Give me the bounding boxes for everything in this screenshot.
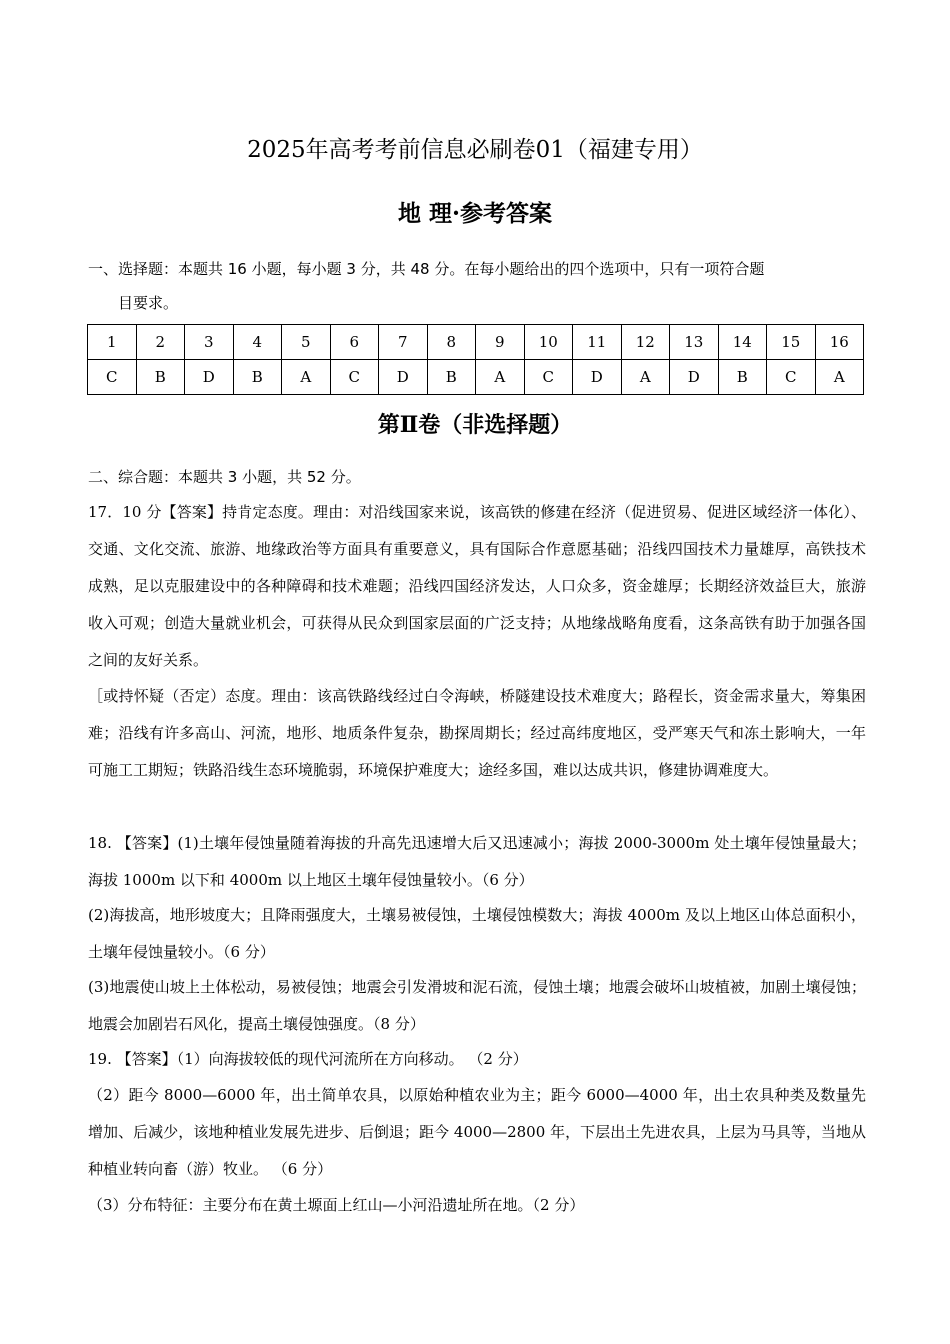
answer-cell: A: [815, 360, 864, 395]
section1-line1: 一、选择题：本题共 16 小题，每小题 3 分，共 48 分。在每小题给出的四个选项中，只有一项符合题: [88, 260, 765, 278]
answer-cell: A: [621, 360, 670, 395]
question-number: 5: [282, 325, 331, 360]
section1-line2: 目要求。: [118, 294, 179, 312]
question-number: 1: [88, 325, 137, 360]
answer-18-part2: (2)海拔高，地形坡度大；且降雨强度大，土壤易被侵蚀，土壤侵蚀模数大；海拔 4000m 及以上地区山体总面积小，土壤年侵蚀量较小。（6 分）: [88, 906, 866, 961]
answer-17-alternative: ［或持怀疑（否定）态度。理由：该高铁路线经过白令海峡，桥隧建设技术难度大；路程长，资金需求量大，筹集困难；沿线有许多高山、河流，地形、地质条件复杂，勘探周期长；经过高纬度地区，受严寒天气和冻土影响大，一年可施工工期短；铁路沿线生态环境脆弱，环境保护难度大；途经多国，难以达成共识，修建协调难度大。: [88, 687, 866, 779]
question-number: 13: [670, 325, 719, 360]
section1-heading: [88, 252, 868, 320]
answer-cell: B: [233, 360, 282, 395]
answer-cell: C: [767, 360, 816, 395]
answer-19-part2: （2）距今 8000—6000 年，出土简单农具，以原始种植农业为主；距今 6000—4000 年，出土农具种类及数量先增加、后减少，该地种植业发展先进步、后倒退；距今 4000—2800 年，下层出土先进农具，上层为马具等，当地从种植业转向畜（游）牧业。 （6 分）: [88, 1086, 866, 1178]
answer-18-part1: 18. 【答案】(1)土壤年侵蚀量随着海拔的升高先迅速增大后又迅速减小；海拔 2000-3000m 处土壤年侵蚀量最大；海拔 1000m 以下和 4000m 以上地区土壤年侵蚀量较小。（6 分）: [88, 834, 866, 889]
answer-cell: D: [573, 360, 622, 395]
section2-heading: 二、综合题：本题共 3 小题，共 52 分。: [88, 468, 361, 486]
answer-cell: C: [330, 360, 379, 395]
question-number: 16: [815, 325, 864, 360]
answer-cell: D: [670, 360, 719, 395]
answer-19-part3: （3）分布特征：主要分布在黄土塬面上红山—小河沿遗址所在地。（2 分）: [88, 1196, 585, 1214]
answer-cell: D: [379, 360, 428, 395]
question-number: 14: [718, 325, 767, 360]
exam-subtitle: 地 理·参考答案: [397, 200, 552, 227]
question-number: 10: [524, 325, 573, 360]
question-number: 8: [427, 325, 476, 360]
answer-cell: B: [427, 360, 476, 395]
answer-18-part3: (3)地震使山坡上土体松动，易被侵蚀；地震会引发滑坡和泥石流，侵蚀土壤；地震会破坏山坡植被，加剧土壤侵蚀；地震会加剧岩石风化，提高土壤侵蚀强度。（8 分）: [88, 978, 866, 1033]
answer-cell: B: [136, 360, 185, 395]
question-number: 2: [136, 325, 185, 360]
answer-table-number-row: [88, 325, 864, 360]
question-number: 12: [621, 325, 670, 360]
question-number: 7: [379, 325, 428, 360]
answer-cell: C: [524, 360, 573, 395]
answer-cell: A: [282, 360, 331, 395]
answer-cell: D: [185, 360, 234, 395]
question-number: 6: [330, 325, 379, 360]
answer-cell: B: [718, 360, 767, 395]
exam-title: 2025年高考考前信息必刷卷01（福建专用）: [247, 137, 703, 163]
question-number: 4: [233, 325, 282, 360]
question-number: 11: [573, 325, 622, 360]
question-number: 3: [185, 325, 234, 360]
question-number: 15: [767, 325, 816, 360]
answer-cell: A: [476, 360, 525, 395]
question-number: 9: [476, 325, 525, 360]
answer-19-part1: 19. 【答案】（1）向海拔较低的现代河流所在方向移动。 （2 分）: [88, 1050, 528, 1068]
part2-title: 第Ⅱ卷（非选择题）: [377, 412, 573, 438]
answer-cell: C: [88, 360, 137, 395]
answer-table: [87, 324, 864, 395]
answer-table-answer-row: [88, 360, 864, 395]
answer-17: 17．10 分【答案】持肯定态度。理由：对沿线国家来说，该高铁的修建在经济（促进贸易、促进区域经济一体化）、交通、文化交流、旅游、地缘政治等方面具有重要意义，具有国际合作意愿基础；沿线四国技术力量雄厚，高铁技术成熟，足以克服建设中的各种障碍和技术难题；沿线四国经济发达，人口众多，资金雄厚；长期经济效益巨大，旅游收入可观；创造大量就业机会，可获得从民众到国家层面的广泛支持；从地缘战略角度看，这条高铁有助于加强各国之间的友好关系。: [88, 503, 866, 669]
